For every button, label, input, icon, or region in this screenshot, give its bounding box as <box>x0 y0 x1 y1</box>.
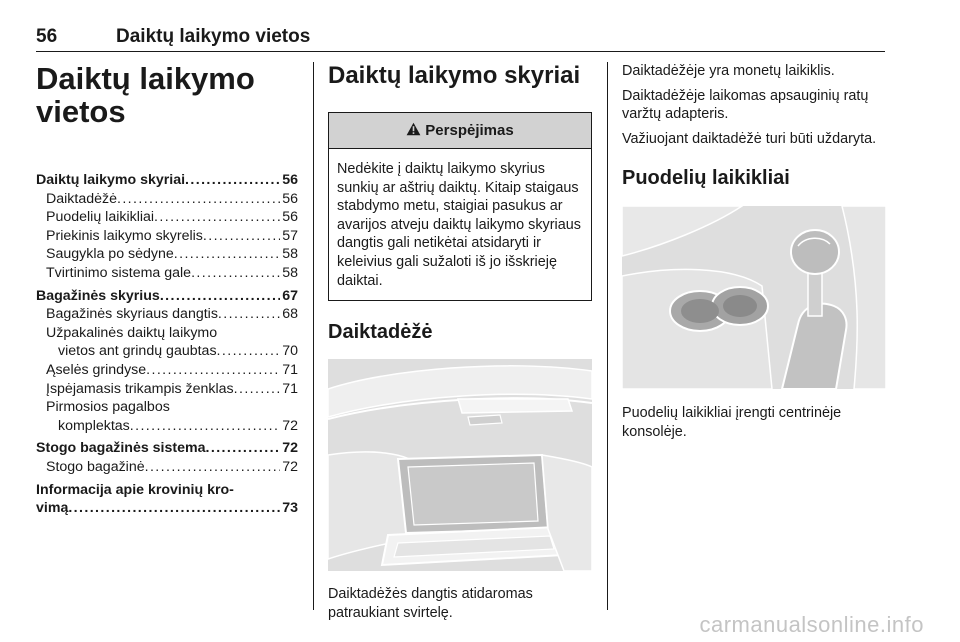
toc-entry-page: 72 <box>282 440 298 457</box>
toc-entry[interactable] <box>36 481 298 500</box>
glovebox-illustration <box>328 359 592 571</box>
toc-entry-page: 72 <box>282 417 298 434</box>
cupholders-caption: Puodelių laikikliai įrengti centrinėje konsolėje. <box>622 405 842 440</box>
warning-box <box>328 112 592 301</box>
warning-title: Perspėjimas <box>425 122 514 139</box>
toc-entry[interactable] <box>36 305 298 324</box>
running-title: Daiktų laikymo vietos <box>116 26 311 47</box>
glovebox-caption: Daiktadėžės dangtis atidaromas patraukiant svirtelę. <box>328 586 533 621</box>
toc-entry-page: 57 <box>282 227 298 244</box>
warning-text: Nedėkite į daiktų laikymo skyrius sunkių ar aštrių daiktų. Kitaip staigaus stabdymo metu, staigiai pasukus ar avarijos atveju daiktų laikymo skyriaus dangtis gali netikėtai atsidaryti ir keleivius gali sužaloti iš jo išskrieję daiktai. <box>337 161 581 289</box>
toc-entry[interactable] <box>36 342 298 361</box>
toc-leader-dots <box>68 499 280 518</box>
toc-entry[interactable] <box>36 287 298 306</box>
toc-entry-label: Stogo bagažinė <box>46 458 145 475</box>
toc-entry-page: 72 <box>282 458 298 475</box>
toc-entry[interactable] <box>36 361 298 380</box>
toc-entry-label: Ąselės grindyse <box>46 361 147 378</box>
toc-leader-dots <box>130 417 280 436</box>
toc-entry-label: vietos ant grindų gaubtas <box>58 343 217 360</box>
toc-entry-page: 71 <box>282 380 298 397</box>
toc-entry[interactable] <box>36 245 298 264</box>
toc-entry[interactable] <box>36 324 298 343</box>
toc-leader-dots <box>154 208 280 227</box>
toc-entry-page: 56 <box>282 172 298 188</box>
column-divider-2 <box>607 62 608 610</box>
toc-entry-label: Tvirtinimo sistema gale <box>46 264 192 281</box>
toc-entry-label: Informacija apie krovinių kro- <box>36 481 234 498</box>
warning-triangle-icon <box>406 122 421 140</box>
toc-leader-dots <box>117 190 280 209</box>
toc-entry-label: Įspėjamasis trikampis ženklas <box>46 380 234 397</box>
toc-entry-label: Pirmosios pagalbos <box>46 399 170 416</box>
toc-entry-page: 68 <box>282 306 298 323</box>
toc-entry[interactable] <box>36 499 298 518</box>
toc-entry-label: Daiktų laikymo skyriai <box>36 172 186 188</box>
table-of-contents <box>36 171 298 518</box>
toc-leader-dots <box>191 264 280 283</box>
toc-entry-label: Puodelių laikikliai <box>46 209 155 226</box>
paragraph: Daiktadėžėje yra monetų laikiklis. <box>622 63 835 79</box>
toc-entry-label: Bagažinės skyriaus dangtis <box>46 306 218 323</box>
toc-leader-dots <box>234 380 281 399</box>
toc-entry-label: Užpakalinės daiktų laikymo <box>46 324 218 341</box>
glovebox-info-column <box>622 62 886 442</box>
toc-entry-label: Saugykla po sėdyne <box>46 246 174 263</box>
watermark: carmanualsonline.info <box>699 612 924 637</box>
toc-entry-label: Daiktadėžė <box>46 190 117 207</box>
toc-entry-page: 56 <box>282 209 298 226</box>
toc-entry-page: 58 <box>282 264 298 281</box>
toc-entry-label: Stogo bagažinės sistema <box>36 440 206 457</box>
toc-leader-dots <box>185 171 280 190</box>
section-title: Daiktų laikymo skyriai <box>328 62 581 89</box>
cupholders-illustration <box>622 206 886 389</box>
toc-entry-page: 70 <box>282 343 298 360</box>
toc-leader-dots <box>217 342 281 361</box>
toc-leader-dots <box>203 227 280 246</box>
page-header <box>36 26 885 52</box>
toc-entry-label: komplektas <box>58 417 130 434</box>
toc-entry[interactable] <box>36 417 298 436</box>
toc-entry[interactable] <box>36 190 298 209</box>
toc-leader-dots <box>146 361 280 380</box>
toc-entry-label: Priekinis laikymo skyrelis <box>46 227 203 244</box>
toc-entry-page: 56 <box>282 190 298 207</box>
toc-leader-dots <box>218 305 280 324</box>
toc-entry[interactable] <box>36 264 298 283</box>
toc-entry-page: 58 <box>282 246 298 263</box>
page-number: 56 <box>36 26 58 47</box>
toc-entry-label: vimą <box>36 500 69 517</box>
paragraph: Daiktadėžėje laikomas apsauginių ratų varžtų adapteris. <box>622 87 869 123</box>
toc-leader-dots <box>206 439 281 458</box>
chapter-title: Daiktų laikymo vietos <box>36 61 255 129</box>
toc-entry-page: 73 <box>282 500 298 517</box>
toc-leader-dots <box>145 458 281 477</box>
toc-entry[interactable] <box>36 380 298 399</box>
toc-entry[interactable] <box>36 458 298 477</box>
paragraph: Važiuojant daiktadėžė turi būti uždaryta. <box>622 130 877 147</box>
toc-entry[interactable] <box>36 208 298 227</box>
glovebox-title: Daiktadėžė <box>328 321 433 344</box>
toc-entry[interactable] <box>36 171 298 190</box>
toc-entry-page: 71 <box>282 361 298 378</box>
toc-entry-page: 67 <box>282 287 298 304</box>
toc-entry-label: Bagažinės skyrius <box>36 287 160 304</box>
chapter-column <box>36 62 298 518</box>
toc-entry[interactable] <box>36 227 298 246</box>
toc-entry[interactable] <box>36 439 298 458</box>
toc-leader-dots <box>160 287 280 306</box>
toc-leader-dots <box>174 245 280 264</box>
warning-header <box>329 113 591 149</box>
toc-entry[interactable] <box>36 398 298 417</box>
storage-compartments-column <box>328 62 592 622</box>
cupholders-title: Puodelių laikikliai <box>622 167 790 190</box>
column-divider-1 <box>313 62 314 610</box>
